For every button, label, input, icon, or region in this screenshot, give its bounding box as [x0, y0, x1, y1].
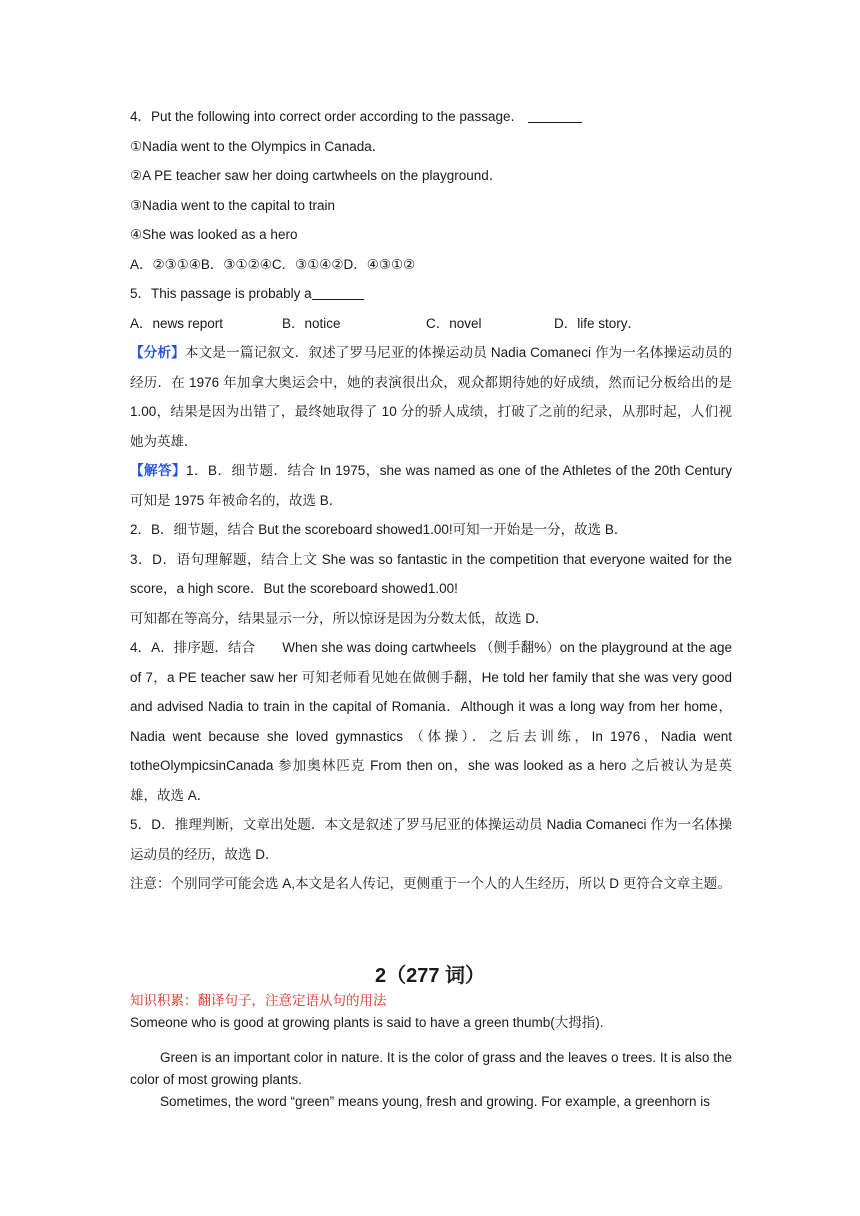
section-heading: 2（277 词）: [374, 965, 486, 987]
answer-note: 注意：个别同学可能会选 A,本文是名人传记，更侧重于一个人的人生经历，所以 D 更符合文章主题。: [130, 876, 731, 891]
question-section: [130, 102, 732, 899]
order-item-4: ④She was looked as a hero: [130, 227, 298, 242]
passage-section: [130, 990, 732, 1113]
answer-3: 3．D．语句理解题，结合上文 She was so fantastic in the competition that everyone waited for the score，a high score．But the scoreboard showed1.00!: [130, 551, 732, 596]
answer-5: 5．D．推理判断，文章出处题．本文是叙述了罗马尼亚的体操运动员 Nadia Comaneci 作为一名体操运动员的经历，故选 D．: [130, 817, 732, 862]
option-b: B．notice: [282, 315, 341, 331]
option-d: D．④③①②: [343, 256, 416, 272]
passage-paragraph-2: Sometimes, the word “green” means young, fresh and growing. For example, a greenhorn is: [160, 1094, 711, 1109]
question-4-options: [130, 250, 732, 280]
option-c: C．novel: [426, 315, 482, 331]
answer-3-conclusion: 可知都在等高分，结果显示一分，所以惊讶是因为分数太低，故选 D．: [130, 610, 549, 626]
order-item-1: ①Nadia went to the Olympics in Canada．: [130, 138, 386, 154]
question-5-stem: 5．This passage is probably a: [130, 279, 732, 309]
answer-4: 4．A．排序题．结合 When she was doing cartwheels （侧手翻%）on the playground at the age of 7，a PE teacher saw her 可知老师看见她在做侧手翻，He told her family that she was very good and advised Nadia to train in the capital of Romania．Although it was a long way from her home，Nadia went because she loved gymnastics （体操）．之后去训练，In 1976，Nadia went totheOlympicsinCanada 参加奥林匹克 From then on，she was looked as a hero 之后被认为是英雄，故选 A．: [130, 640, 732, 803]
question-5-options: [130, 309, 732, 339]
option-a: A．news report: [130, 315, 224, 331]
answer-1: 【解答】1．B．细节题．结合 In 1975，she was named as one of the Athletes of the 20th Century 可知是 1975 年被命名的，故选 B．: [130, 463, 732, 508]
answer-tag: 【解答】: [130, 463, 186, 478]
order-item-2: ②A PE teacher saw her doing cartwheels on the playground．: [130, 168, 503, 183]
option-b: B．③①②④: [200, 256, 272, 272]
option-a: A．②③①④: [130, 256, 201, 272]
example-sentence: Someone who is good at growing plants is said to have a green thumb(大拇指).: [130, 1015, 604, 1030]
question-4-stem: 4．Put the following into correct order according to the passage．: [130, 102, 732, 132]
passage-paragraph-1: Green is an important color in nature. It is the color of grass and the leaves o trees. It is also the color of most growing plants.: [130, 1050, 732, 1087]
order-item-3: ③Nadia went to the capital to train: [130, 197, 335, 213]
answer-blank: [528, 108, 582, 123]
option-c: C．③①④②: [271, 256, 344, 272]
knowledge-note: 知识积累：翻译句子，注意定语从句的用法: [130, 993, 387, 1008]
analysis-paragraph: 【分析】本文是一篇记叙文．叙述了罗马尼亚的体操运动员 Nadia Comaneci 作为一名体操运动员的经历．在 1976 年加拿大奥运会中，她的表演很出众，观众都期待她的好成绩，然而记分板给出的是 1.00，结果是因为出错了，最终她取得了 10 分的骄人成绩，打破了之前的纪录，从那时起，人们视她为英雄．: [130, 345, 732, 449]
answer-blank: [312, 285, 364, 300]
analysis-tag: 【分析】: [130, 345, 185, 360]
option-d: D．life story．: [554, 315, 642, 331]
answer-2: 2．B．细节题，结合 But the scoreboard showed1.00!可知一开始是一分，故选 B．: [130, 522, 628, 537]
